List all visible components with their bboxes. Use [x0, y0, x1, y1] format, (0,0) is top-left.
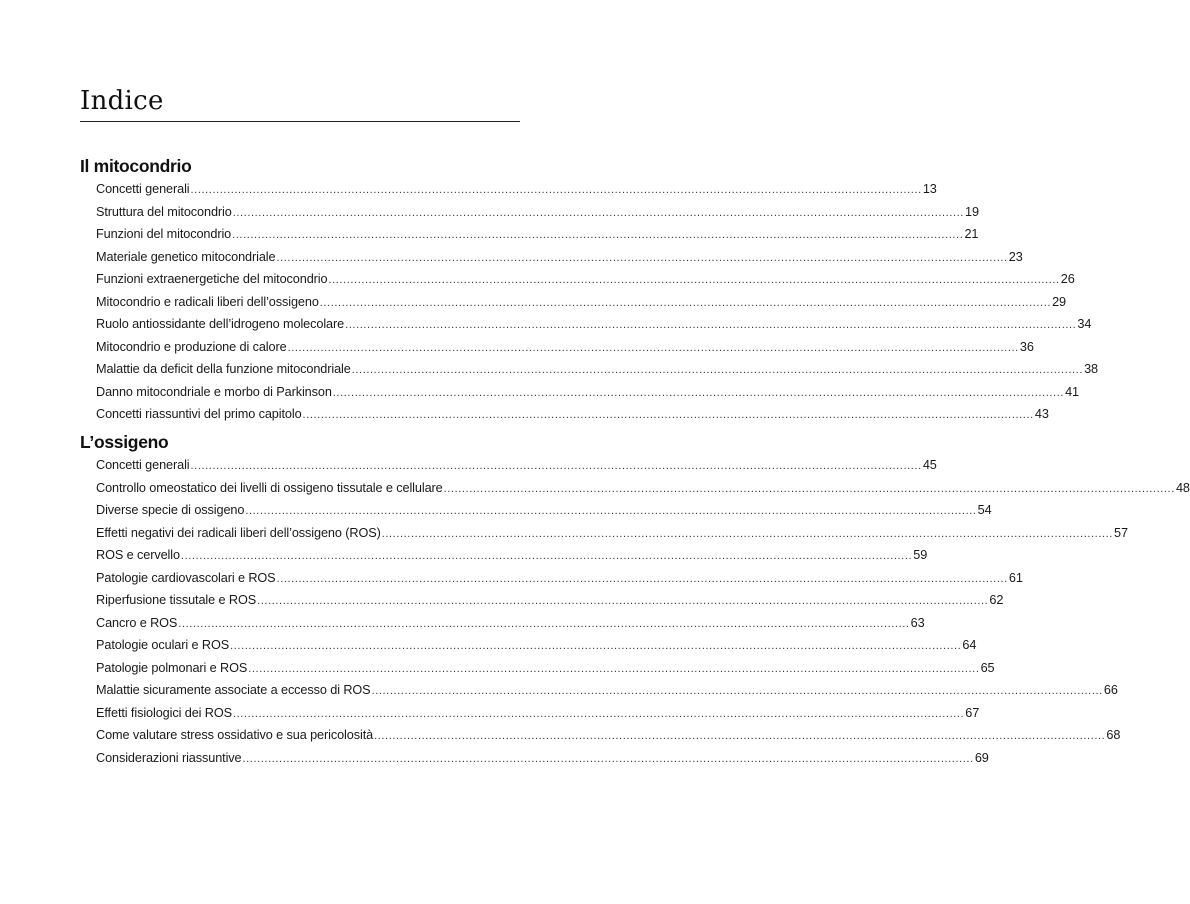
toc-entry[interactable] — [80, 589, 1004, 612]
toc-entry[interactable] — [80, 381, 1080, 404]
dot-leader: ........................................................................................................................................................................................................ — [381, 527, 1113, 540]
toc-entry-page-number: 48 — [1175, 480, 1190, 495]
toc-entry-page-number: 34 — [1077, 317, 1092, 331]
section-title: L’ossigeno — [80, 432, 169, 452]
dot-leader: ........................................................................................................................................................................................................ — [257, 595, 989, 607]
dot-leader: ........................................................................................................................................................................................................ — [328, 274, 1060, 286]
toc-entry-page-number: 67 — [965, 705, 980, 720]
dot-leader: ........................................................................................................................................................................................................ — [180, 550, 913, 562]
dot-leader: ........................................................................................................................................................................................................ — [319, 296, 1052, 309]
dot-leader: ........................................................................................................................................................................................................ — [443, 482, 1175, 495]
toc-entry-title: Considerazioni riassuntive — [96, 750, 242, 765]
dot-leader: ........................................................................................................................................................................................................ — [371, 685, 1103, 697]
toc-entry[interactable] — [80, 544, 928, 567]
toc-entry-title: ROS e cervello — [96, 548, 180, 562]
title-divider — [80, 121, 520, 122]
toc-section-mitocondrio — [80, 154, 1098, 426]
toc-entry-page-number: 57 — [1114, 525, 1128, 540]
dot-leader: ........................................................................................................................................................................................................ — [351, 364, 1083, 376]
toc-entry-list — [80, 178, 1098, 426]
toc-entry-page-number: 29 — [1052, 294, 1067, 309]
toc-entry-page-number: 21 — [964, 227, 979, 241]
toc-entry-title: Concetti generali — [96, 458, 190, 472]
toc-entry-page-number: 23 — [1008, 249, 1023, 264]
toc-entry-page-number: 41 — [1065, 384, 1080, 399]
dot-leader: ........................................................................................................................................................................................................ — [232, 206, 964, 219]
toc-entry-title: Malattie da deficit della funzione mitocondriale — [96, 362, 351, 376]
dot-leader: ........................................................................................................................................................................................................ — [276, 251, 1008, 264]
dot-leader: ........................................................................................................................................................................................................ — [345, 319, 1077, 331]
toc-entry-title: Effetti negativi dei radicali liberi dell’ossigeno (ROS) — [96, 525, 381, 540]
toc-entry-page-number: 69 — [974, 750, 989, 765]
page-title: Indice — [80, 86, 164, 116]
toc-entry-page-number: 63 — [910, 615, 925, 630]
toc-entry-title: Funzioni extraenergetiche del mitocondrio — [96, 272, 328, 286]
dot-leader: ........................................................................................................................................................................................................ — [276, 572, 1008, 585]
toc-entry[interactable] — [80, 403, 1049, 426]
toc-entry[interactable] — [80, 454, 937, 477]
toc-entry-page-number: 45 — [922, 458, 937, 472]
toc-entry-title: Patologie oculari e ROS — [96, 638, 230, 652]
toc-entry-page-number: 62 — [989, 593, 1004, 607]
toc-entry-title: Struttura del mitocondrio — [96, 204, 232, 219]
toc-entry-page-number: 36 — [1019, 339, 1034, 354]
toc-entry-page-number: 59 — [913, 548, 928, 562]
toc-entry-title: Concetti riassuntivi del primo capitolo — [96, 407, 302, 421]
section-title: Il mitocondrio — [80, 156, 192, 176]
toc-entry-title: Diverse specie di ossigeno — [96, 503, 245, 517]
toc-entry-title: Mitocondrio e radicali liberi dell’ossigeno — [96, 294, 319, 309]
toc-entry-title: Mitocondrio e produzione di calore — [96, 339, 287, 354]
toc-entry[interactable] — [80, 724, 1121, 747]
toc-entry-title: Come valutare stress ossidativo e sua pericolosità — [96, 728, 374, 742]
toc-entry[interactable] — [80, 612, 925, 635]
toc-entry[interactable] — [80, 702, 980, 725]
toc-entry-title: Effetti fisiologici dei ROS — [96, 705, 232, 720]
toc-entry-title: Controllo omeostatico dei livelli di ossigeno tissutale e cellulare — [96, 480, 443, 495]
toc-entry-title: Materiale genetico mitocondriale — [96, 249, 276, 264]
toc-entry-title: Danno mitocondriale e morbo di Parkinson — [96, 384, 332, 399]
toc-entry[interactable] — [80, 747, 989, 770]
toc-entry-title: Funzioni del mitocondrio — [96, 227, 232, 241]
toc-entry[interactable] — [80, 477, 1190, 500]
toc-entry-page-number: 38 — [1084, 362, 1098, 376]
toc-entry[interactable] — [80, 313, 1092, 336]
toc-entry-list — [80, 454, 1190, 769]
toc-entry[interactable] — [80, 522, 1128, 545]
toc-entry[interactable] — [80, 657, 995, 680]
toc-entry-page-number: 61 — [1008, 570, 1023, 585]
toc-entry[interactable] — [80, 268, 1075, 291]
toc-section-ossigeno — [80, 430, 1190, 769]
dot-leader: ........................................................................................................................................................................................................ — [232, 707, 965, 720]
dot-leader: ........................................................................................................................................................................................................ — [332, 386, 1065, 399]
dot-leader: ........................................................................................................................................................................................................ — [245, 505, 977, 517]
toc-entry-page-number: 54 — [977, 503, 992, 517]
toc-entry[interactable] — [80, 358, 1098, 381]
dot-leader: ........................................................................................................................................................................................................ — [242, 752, 974, 765]
toc-entry[interactable] — [80, 291, 1067, 314]
dot-leader: ........................................................................................................................................................................................................ — [287, 341, 1019, 354]
toc-entry-page-number: 13 — [922, 182, 937, 196]
dot-leader: ........................................................................................................................................................................................................ — [248, 662, 980, 675]
toc-entry-title: Concetti generali — [96, 182, 190, 196]
toc-entry[interactable] — [80, 679, 1118, 702]
toc-entry-page-number: 26 — [1060, 272, 1075, 286]
toc-entry[interactable] — [80, 567, 1023, 590]
toc-entry-title: Riperfusione tissutale e ROS — [96, 593, 257, 607]
toc-entry[interactable] — [80, 499, 992, 522]
toc-entry[interactable] — [80, 336, 1034, 359]
toc-entry-title: Malattie sicuramente associate a eccesso di ROS — [96, 683, 371, 697]
toc-entry-page-number: 64 — [962, 638, 977, 652]
toc-entry-title: Patologie polmonari e ROS — [96, 660, 248, 675]
dot-leader: ........................................................................................................................................................................................................ — [374, 730, 1106, 742]
toc-entry-page-number: 68 — [1106, 728, 1121, 742]
toc-entry[interactable] — [80, 246, 1023, 269]
toc-entry[interactable] — [80, 178, 937, 201]
dot-leader: ........................................................................................................................................................................................................ — [302, 409, 1034, 421]
dot-leader: ........................................................................................................................................................................................................ — [230, 640, 962, 652]
dot-leader: ........................................................................................................................................................................................................ — [232, 229, 964, 241]
toc-entry-page-number: 66 — [1103, 683, 1118, 697]
dot-leader: ........................................................................................................................................................................................................ — [190, 184, 922, 196]
toc-entry-page-number: 19 — [965, 204, 979, 219]
toc-entry[interactable] — [80, 201, 979, 224]
toc-entry-title: Ruolo antiossidante dell’idrogeno molecolare — [96, 317, 345, 331]
toc-entry-title: Patologie cardiovascolari e ROS — [96, 570, 276, 585]
toc-entry[interactable] — [80, 223, 979, 246]
dot-leader: ........................................................................................................................................................................................................ — [190, 460, 922, 472]
toc-entry-page-number: 65 — [980, 660, 995, 675]
toc-entry[interactable] — [80, 634, 977, 657]
toc-entry-page-number: 43 — [1034, 407, 1049, 421]
dot-leader: ........................................................................................................................................................................................................ — [178, 617, 910, 630]
toc-entry-title: Cancro e ROS — [96, 615, 178, 630]
